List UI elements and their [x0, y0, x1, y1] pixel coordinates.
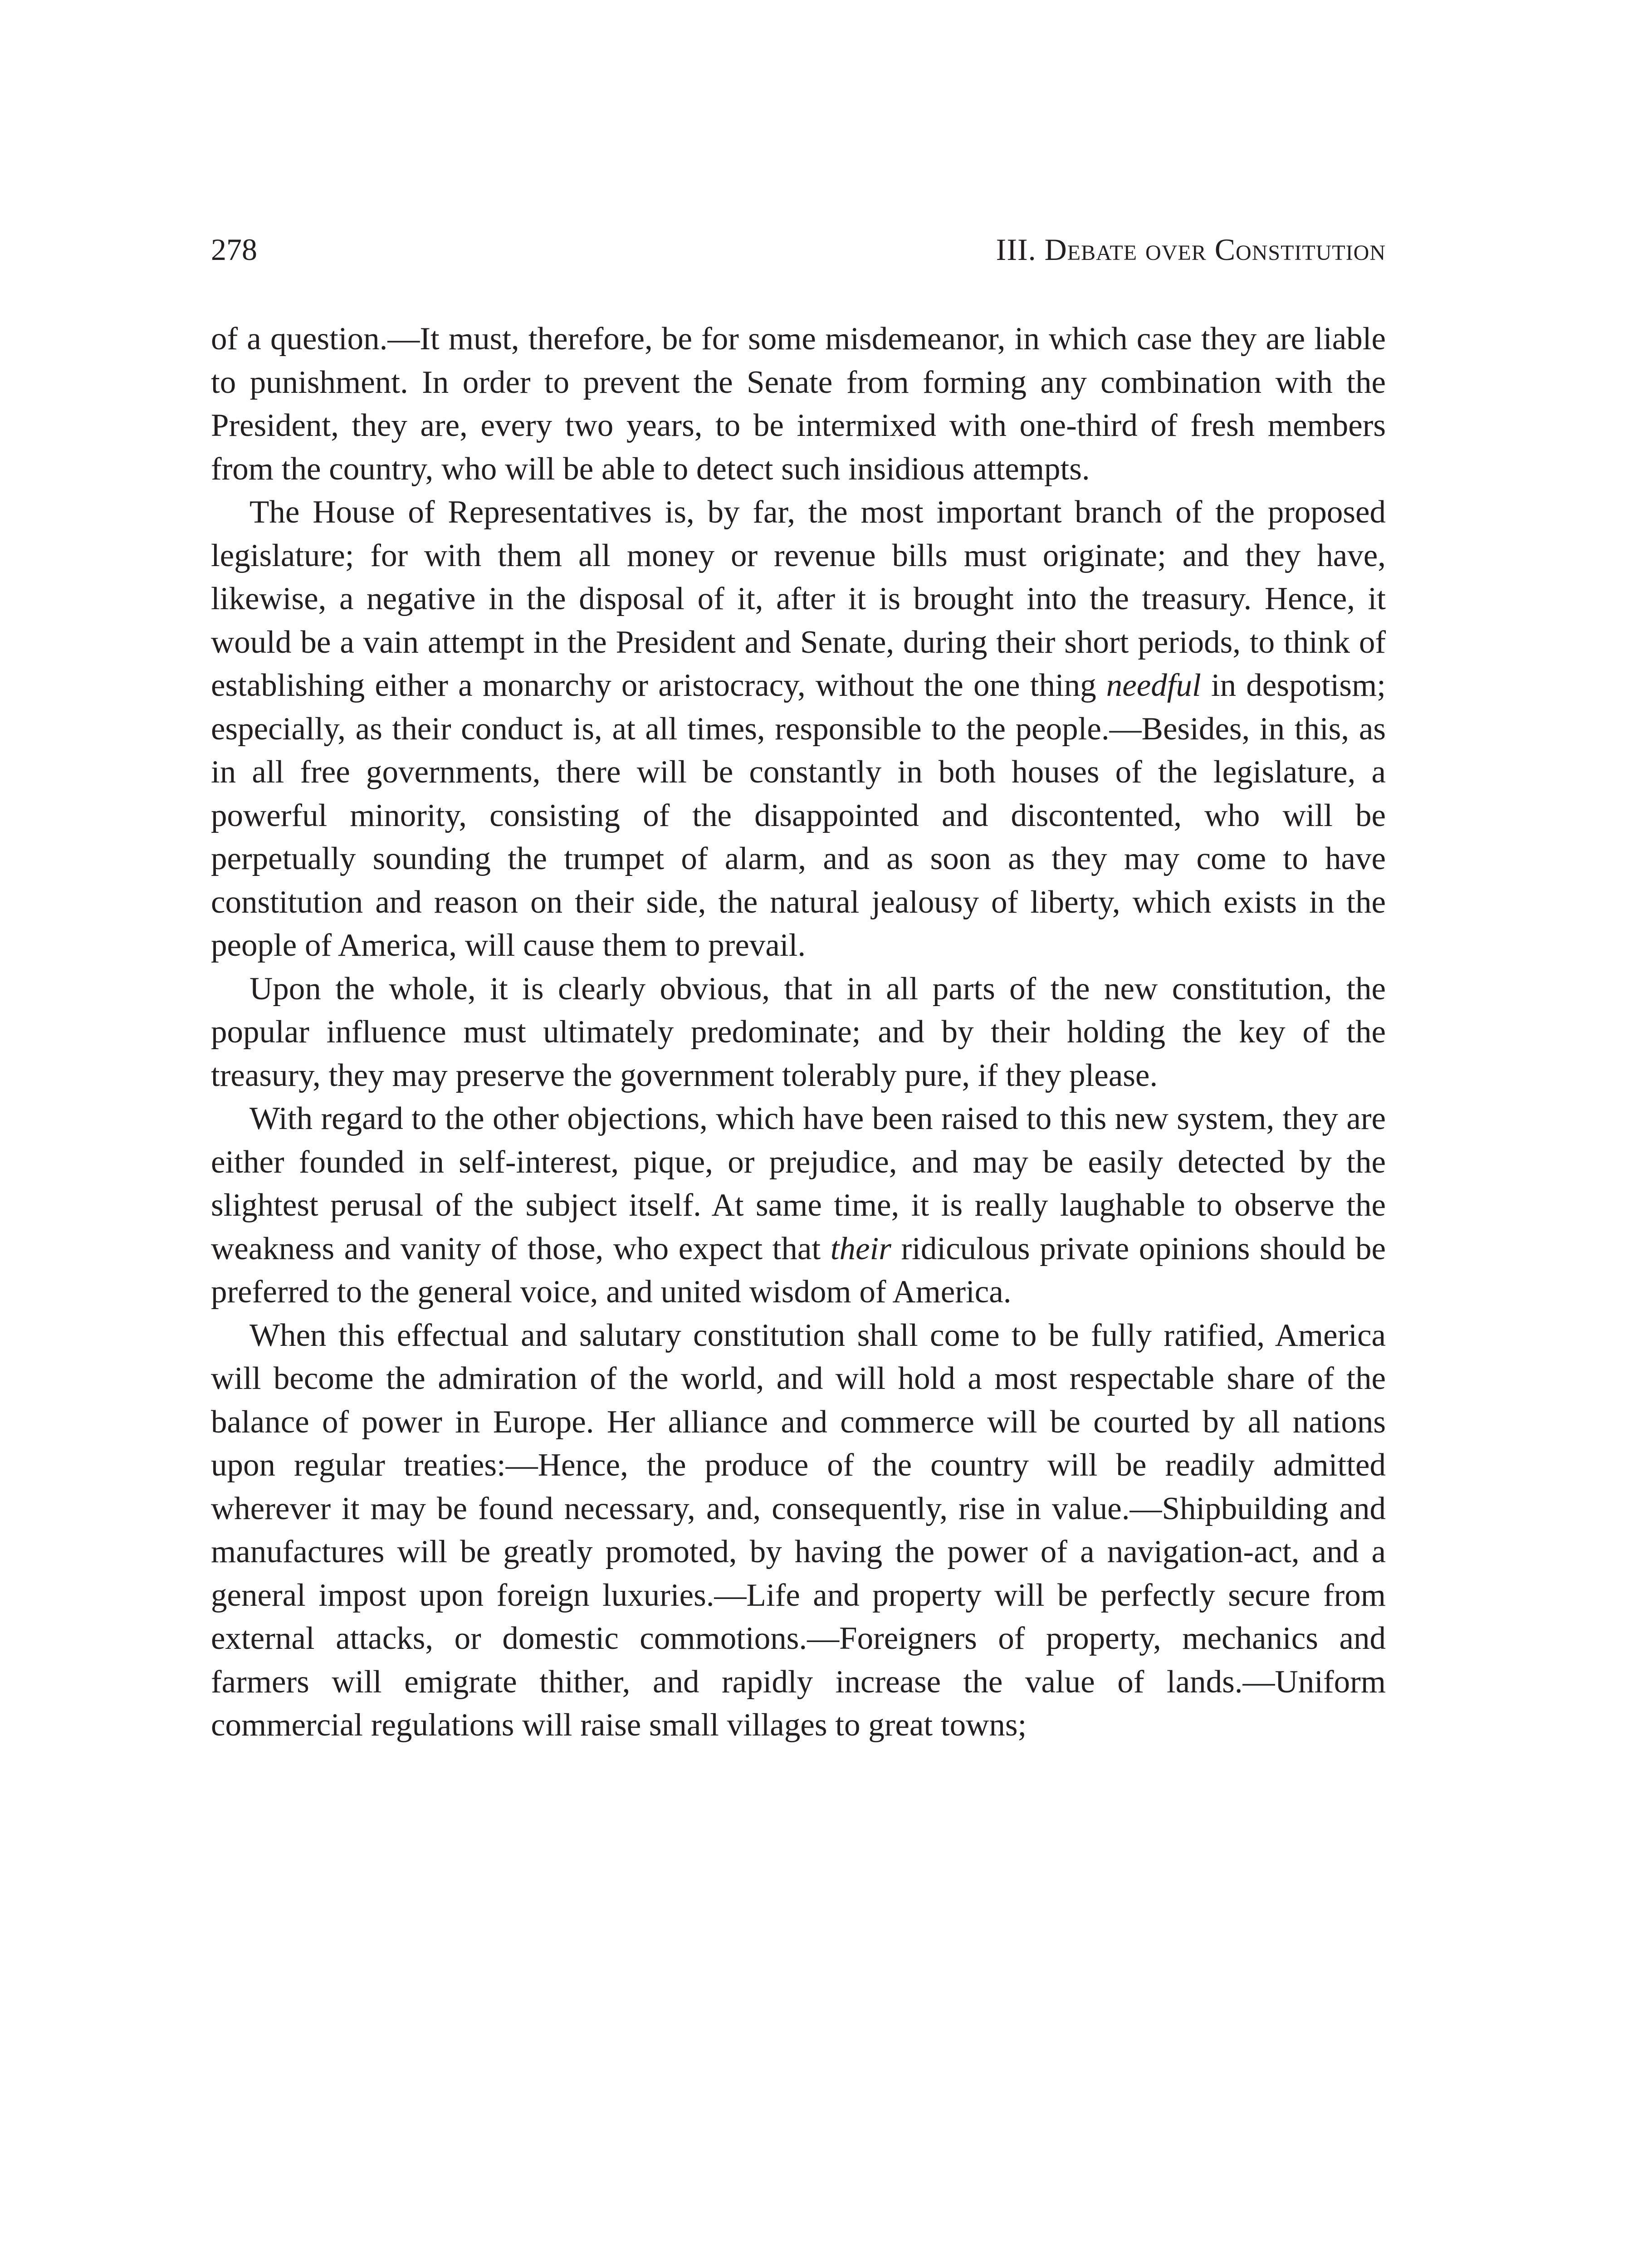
- paragraph: [211, 1097, 1386, 1314]
- paragraph-text: When this effectual and salutary constitution shall come to be fully ratified, America will become the admiration of the world, and will hold a most respectable share of the balance of power in Europe. Her alliance and commerce will be courted by all nations upon regular treaties:—Hence, the produce of the country will be readily admitted wherever it may be found necessary, and, consequently, rise in value.—Shipbuilding and manufactures will be greatly promoted, by having the power of a navigation-act, and a general impost upon foreign luxuries.—Life and property will be perfectly secure from external attacks, or domestic commotions.—Foreigners of property, mechanics and farmers will emigrate thither, and rapidly increase the value of lands.—Uniform commercial regulations will raise small villages to great towns;: [211, 1317, 1386, 1743]
- paragraph: [211, 318, 1386, 491]
- paragraph-text: With regard to the other objections, which have been raised to this new system, they are either founded in self-interest, pique, or prejudice, and may be easily detected by the slightest perusal of the subject itself. At same time, it is really laughable to observe the weakness and vanity of those, who expect that: [211, 1101, 1386, 1266]
- paragraph-text: ridiculous private opinions should be preferred to the general voice, and united wisdom of America.: [211, 1231, 1386, 1310]
- paragraph: [211, 491, 1386, 968]
- paragraph-text: of a question.—It must, therefore, be for some misdemeanor, in which case they are liable to punishment. In order to prevent the Senate from forming any combination with the President, they are, every two years, to be intermixed with one-third of fresh members from the country, who will be able to detect such insidious attempts.: [211, 321, 1386, 487]
- paragraph-text: The House of Representatives is, by far, the most important branch of the proposed legislature; for with them all money or revenue bills must originate; and they have, likewise, a negative in the disposal of it, after it is brought into the treasury. Hence, it would be a vain attempt in the President and Senate, during their short periods, to think of establishing either a monarchy or aristocracy, without the one thing: [211, 494, 1386, 703]
- paragraph-text: Upon the whole, it is clearly obvious, that in all parts of the new constitution, the popular influence must ultimately predominate; and by their holding the key of the treasury, they may preserve the government tolerably pure, if they please.: [211, 971, 1386, 1093]
- body-text: [211, 318, 1386, 1747]
- italic-text: their: [830, 1231, 891, 1266]
- paragraph-text: in despotism; especially, as their conduct is, at all times, responsible to the people.—Besides, in this, as in all free governments, there will be constantly in both houses of the legislature, a powerful minority, consisting of the disappointed and discontented, who will be perpetually sounding the trumpet of alarm, and as soon as they may come to have constitution and reason on their side, the natural jealousy of liberty, which exists in the people of America, will cause them to prevail.: [211, 668, 1386, 963]
- page-header: [211, 229, 1386, 270]
- running-head: III. Debate over Constitution: [996, 232, 1386, 267]
- page-number: 278: [211, 232, 257, 267]
- italic-text: needful: [1106, 668, 1201, 703]
- paragraph: [211, 968, 1386, 1098]
- paragraph: [211, 1314, 1386, 1747]
